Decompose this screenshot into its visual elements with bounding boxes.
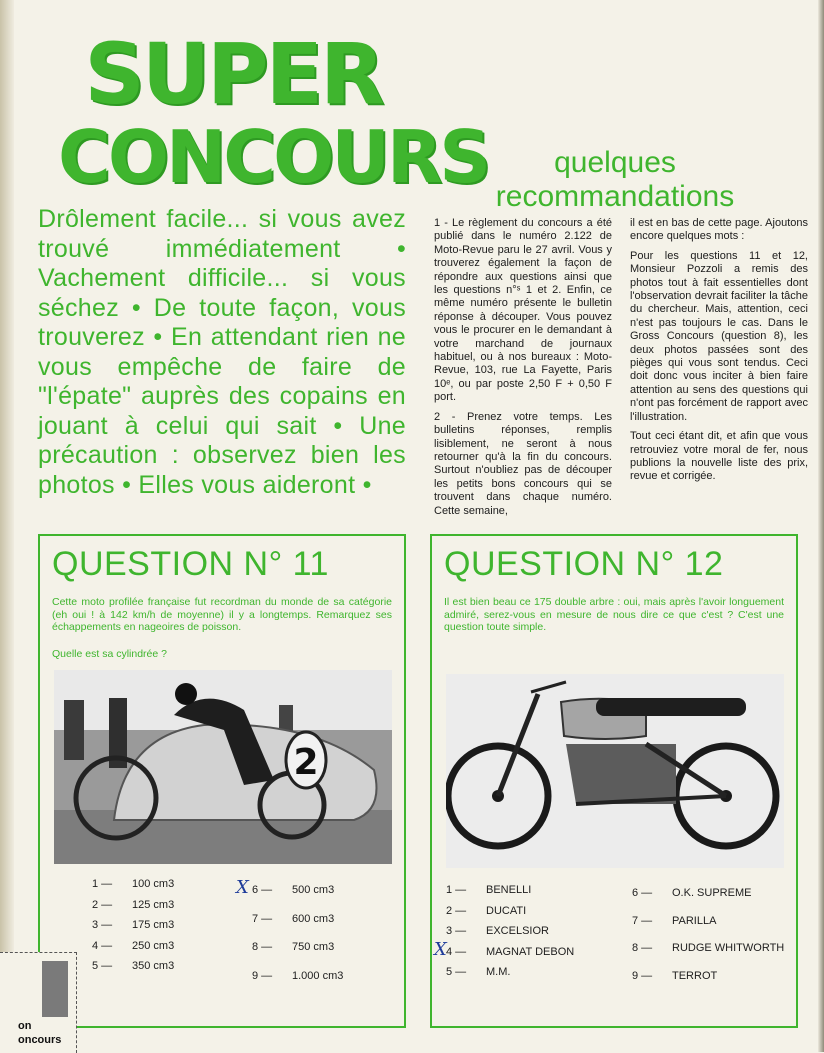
handwritten-x-mark: X (434, 938, 447, 960)
handwritten-x-mark: X (236, 877, 249, 898)
answer-number: 4 — (446, 945, 467, 958)
answer-value: TERROT (672, 969, 718, 982)
answer-option (434, 938, 575, 963)
answer-option (236, 876, 343, 905)
coupon-label (18, 1019, 61, 1047)
page-edge (0, 0, 14, 1052)
answer-number: 8 — (252, 941, 273, 953)
answer-value: 600 cm3 (292, 912, 335, 925)
answer-number: 3 — (446, 925, 467, 937)
coupon-label-line2: oncours (18, 1034, 62, 1046)
answer-value: EXCELSIOR (486, 925, 549, 937)
answer-option (252, 905, 343, 934)
recommendations-title (440, 146, 790, 214)
answer-option (252, 933, 343, 962)
answer-value: RUDGE WHITWORTH (672, 942, 785, 954)
question-text: Il est bien beau ce 175 double arbre : oui, mais après l'avoir longuement admiré, serez-vous en mesure de nous dire ce que c'est ? C'est une question toute simple. (444, 596, 784, 634)
answers-left (92, 874, 174, 977)
answer-value: MAGNAT DEBON (486, 945, 575, 958)
answer-option (446, 880, 574, 901)
answers-left (434, 880, 575, 983)
question-12-box (430, 534, 798, 1028)
question-11-box (38, 534, 406, 1028)
answer-value: 250 cm3 (132, 939, 175, 952)
answer-option (92, 956, 174, 977)
answer-option (92, 936, 174, 957)
question-title: QUESTION N° 12 (444, 545, 724, 583)
recommendations-title-line2: recommandations (495, 180, 735, 213)
answer-number: 2 — (92, 898, 113, 911)
answer-number: 9 — (252, 969, 273, 982)
answer-number: 3 — (92, 919, 113, 931)
answer-number: 5 — (92, 960, 113, 972)
answer-value: PARILLA (672, 914, 717, 927)
answer-option (632, 963, 784, 991)
answer-number: 1 — (446, 884, 467, 896)
answer-number: 4 — (92, 939, 113, 952)
answer-option (92, 915, 174, 936)
paragraph: il est en bas de cette page. Ajoutons encore quelques mots : (630, 217, 808, 243)
streamliner-motorcycle-photo (54, 670, 392, 864)
paragraph: Tout ceci étant dit, et afin que vous retrouviez votre moral de fer, nous publions la nouvelle liste des prix, revue et corrigée. (630, 430, 808, 483)
question-title: QUESTION N° 11 (52, 545, 329, 583)
answer-value: 125 cm3 (132, 898, 175, 911)
answer-option (632, 908, 784, 936)
answer-number: 1 — (92, 878, 113, 890)
answer-value: 750 cm3 (292, 941, 335, 953)
recommendations-column-1 (434, 217, 612, 524)
coupon-label-line1: on (18, 1020, 32, 1032)
answer-value: BENELLI (486, 884, 532, 896)
answer-option (92, 895, 174, 916)
answer-option (252, 962, 343, 991)
answer-value: 1.000 cm3 (292, 969, 344, 982)
answer-number: 2 — (446, 904, 467, 917)
answer-option (446, 901, 574, 922)
answer-value: DUCATI (486, 904, 527, 917)
answer-option (632, 935, 784, 963)
answer-option (446, 962, 574, 983)
recommendations-title-line1: quelques (554, 146, 676, 179)
answer-option (446, 921, 574, 942)
answer-option (632, 880, 784, 908)
answer-number: 8 — (632, 942, 653, 954)
vintage-motorcycle-photo (446, 674, 784, 868)
page-edge (818, 0, 824, 1052)
cut-out-coupon (0, 952, 77, 1053)
question-text: Cette moto profilée française fut recordman du monde de sa catégorie (eh oui ! à 142 km/h de moyenne) il y a longtemps. Remarquez ses échappements en nageoires de poisson. (52, 596, 392, 634)
answer-value: 500 cm3 (292, 884, 335, 896)
paragraph: 2 - Prenez votre temps. Les bulletins réponses, remplis lisiblement, ne seront à nous retourner qu'à la fin du concours. Surtout n'oubliez pas de découper les petits bons concours qui se trouvent dans chaque numéro. Cette semaine, (434, 410, 612, 517)
paragraph: 1 - Le règlement du concours a été publié dans le numéro 2.122 de Moto-Revue paru le 27 avril. Vous y trouverez également la façon de répondre aux questions ainsi que les questions n°ˢ 1 et 2. Enfin, ce même numéro présente le bulletin réponse à découper. Vous pouvez vous le procurer en le demandant à votre marchand de journaux habituel, ou à nos bureaux : Moto-Revue, 103, rue La Fayette, Paris 10ᵉ, ou par poste 2,50 F + 0,50 F port. (434, 217, 612, 404)
answer-number: 7 — (632, 914, 653, 927)
answer-value: 100 cm3 (132, 878, 175, 890)
answers-right (632, 880, 784, 990)
answer-value: 175 cm3 (132, 919, 175, 931)
answer-value: O.K. SUPREME (672, 887, 752, 899)
answer-number: 6 — (252, 884, 273, 896)
paragraph: Pour les questions 11 et 12, Monsieur Pozzoli a remis des photos tout à fait essentielles dont l'observation devrait faciliter la tâche du chercheur. Mais, attention, ceci n'est pas toujours le cas. Dans le Gross Concours (question 8), les deux photos passées sont des pièges qui vous sont tendus. Ceci doit donc vous inciter à bien faire attention au sens des questions qui n'ont pas forcément de rapport avec l'illustration. (630, 249, 808, 423)
intro-text: Drôlement facile... si vous avez trouvé immédiatement • Vachement difficile... si vous séchez • De toute façon, vous trouverez • En attendant rien ne vous empêche de faire de "l'épate" auprès des copains en jouant à celui qui sait • Une précaution : observez bien les photos • Elles vous aideront • (38, 205, 406, 499)
answer-value: M.M. (486, 966, 511, 978)
answer-number: 6 — (632, 887, 653, 899)
answers-right (236, 876, 344, 990)
question-prompt: Quelle est sa cylindrée ? (52, 648, 167, 660)
answer-number: 9 — (632, 969, 653, 982)
masthead-line-2: CONCOURS (58, 115, 489, 199)
answer-option (92, 874, 174, 895)
answer-value: 350 cm3 (132, 960, 175, 972)
recommendations-column-2 (630, 217, 808, 490)
coupon-thumbnail (42, 961, 68, 1017)
race-number: 2 (293, 742, 319, 783)
masthead-line-1: SUPER (84, 25, 382, 123)
answer-number: 7 — (252, 912, 273, 925)
answer-number: 5 — (446, 966, 467, 978)
masthead-title (58, 25, 489, 203)
